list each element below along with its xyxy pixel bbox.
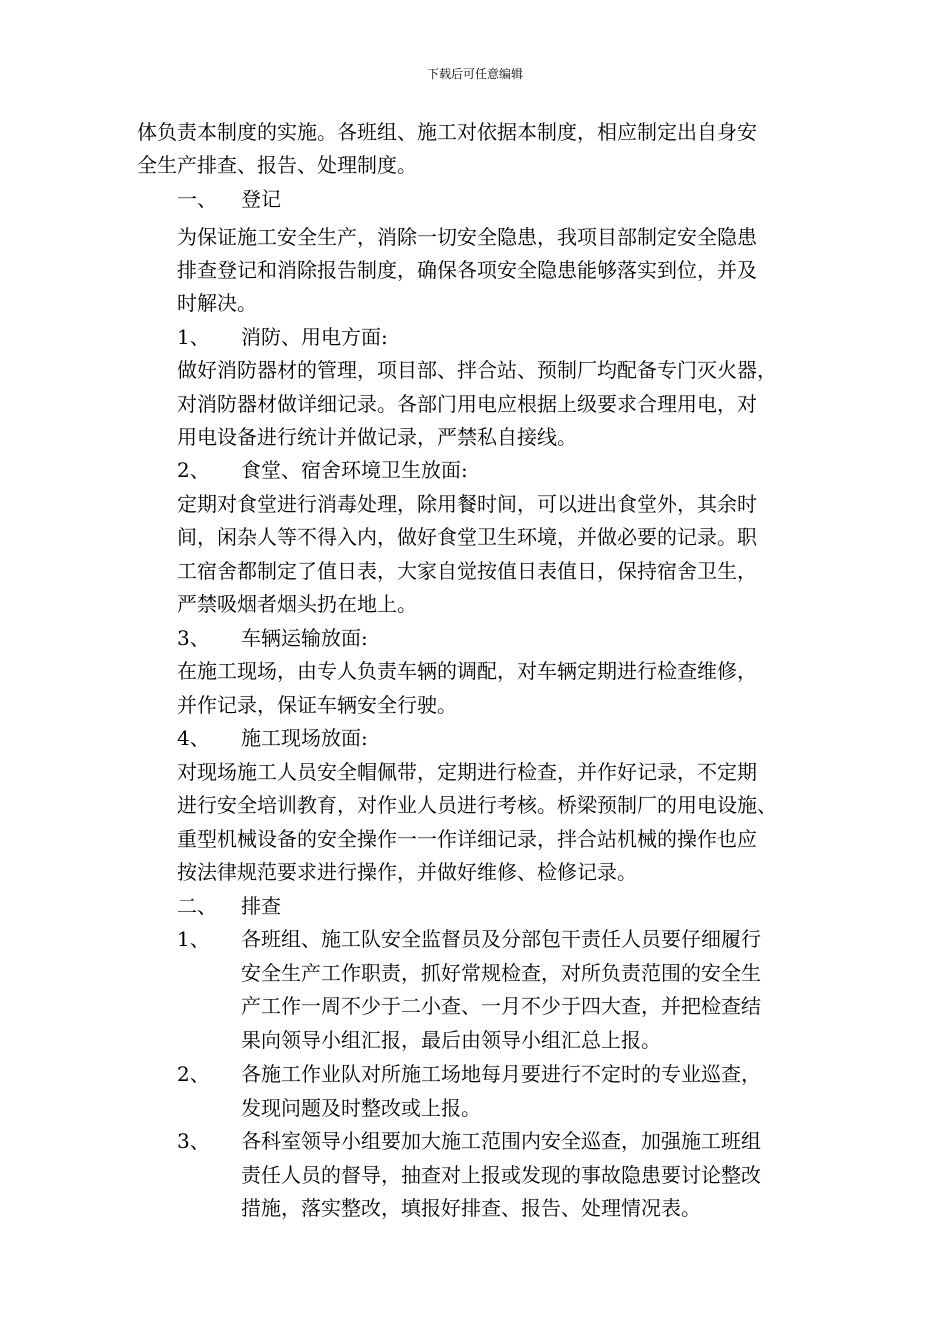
item-text: 各施工作业队对所施工场地每月要进行不定时的专业巡查， — [241, 1062, 761, 1086]
body-line: 为保证施工安全生产，消除一切安全隐患，我项目部制定安全隐患 — [177, 225, 757, 249]
heading-text: 车辆运输放面: — [241, 626, 368, 650]
body-line: 进行安全培训教育，对作业人员进行考核。桥梁预制厂的用电设施、 — [177, 793, 777, 817]
body-line: 定期对食堂进行消毒处理，除用餐时间，可以进出食堂外，其余时 — [177, 492, 757, 516]
item-text: 各科室领导小组要加大施工范围内安全巡查，加强施工班组 — [241, 1129, 761, 1153]
body-line: 措施，落实整改，填报好排查、报告、处理情况表。 — [241, 1196, 701, 1220]
heading-number: 1、 — [177, 325, 210, 349]
heading-text: 消防、用电方面: — [241, 325, 388, 349]
heading-number: 一、 — [177, 187, 217, 211]
heading-number: 2、 — [177, 458, 210, 482]
item-number: 3、 — [177, 1129, 210, 1153]
body-line: 并作记录，保证车辆安全行驶。 — [177, 693, 457, 717]
list-item — [177, 1128, 761, 1154]
body-line: 严禁吸烟者烟头扔在地上。 — [177, 592, 417, 616]
body-line: 对消防器材做详细记录。各部门用电应根据上级要求合理用电，对 — [177, 392, 757, 416]
heading-text: 登记 — [241, 187, 281, 211]
body-line: 全生产排查、报告、处理制度。 — [137, 153, 417, 177]
body-line: 产工作一周不少于二小查、一月不少于四大查，并把检查结 — [241, 994, 761, 1018]
list-item — [177, 926, 761, 952]
section-heading — [177, 625, 368, 651]
body-line: 果向领导小组汇报，最后由领导小组汇总上报。 — [241, 1028, 661, 1052]
body-line: 对现场施工人员安全帽佩带，定期进行检查，并作好记录，不定期 — [177, 760, 757, 784]
body-line: 体负责本制度的实施。各班组、施工对依据本制度，相应制定出自身安 — [137, 120, 757, 144]
body-line: 时解决。 — [177, 291, 257, 315]
section-heading — [177, 457, 468, 483]
body-line: 间，闲杂人等不得入内，做好食堂卫生环境，并做必要的记录。职 — [177, 525, 757, 549]
section-heading — [177, 324, 388, 350]
section-heading — [177, 893, 281, 919]
heading-number: 二、 — [177, 894, 217, 918]
item-number: 2、 — [177, 1062, 210, 1086]
section-heading — [177, 186, 281, 212]
body-line: 排查登记和消除报告制度，确保各项安全隐患能够落实到位，并及 — [177, 258, 757, 282]
heading-number: 4、 — [177, 726, 210, 750]
body-line: 责任人员的督导，抽查对上报或发现的事故隐患要讨论整改 — [241, 1163, 761, 1187]
list-item — [177, 1061, 761, 1087]
heading-text: 施工现场放面: — [241, 726, 368, 750]
body-line: 重型机械设备的安全操作一一作详细记录，拌合站机械的操作也应 — [177, 827, 757, 851]
item-text: 各班组、施工队安全监督员及分部包干责任人员要仔细履行 — [241, 927, 761, 951]
body-line: 在施工现场，由专人负责车辆的调配，对车辆定期进行检查维修， — [177, 659, 757, 683]
heading-number: 3、 — [177, 626, 210, 650]
body-line: 安全生产工作职责，抓好常规检查，对所负责范围的安全生 — [241, 961, 761, 985]
body-line: 用电设备进行统计并做记录，严禁私自接线。 — [177, 425, 577, 449]
heading-text: 排查 — [241, 894, 281, 918]
body-line: 工宿舍都制定了值日表，大家自觉按值日表值日，保持宿舍卫生， — [177, 559, 757, 583]
item-number: 1、 — [177, 927, 210, 951]
page-header: 下载后可任意编辑 — [426, 67, 523, 81]
body-line: 按法律规范要求进行操作，并做好维修、检修记录。 — [177, 860, 637, 884]
body-line: 发现问题及时整改或上报。 — [241, 1096, 481, 1120]
section-heading — [177, 725, 368, 751]
heading-text: 食堂、宿舍环境卫生放面: — [241, 458, 468, 482]
body-line: 做好消防器材的管理，项目部、拌合站、预制厂均配备专门灭火器， — [177, 358, 777, 382]
